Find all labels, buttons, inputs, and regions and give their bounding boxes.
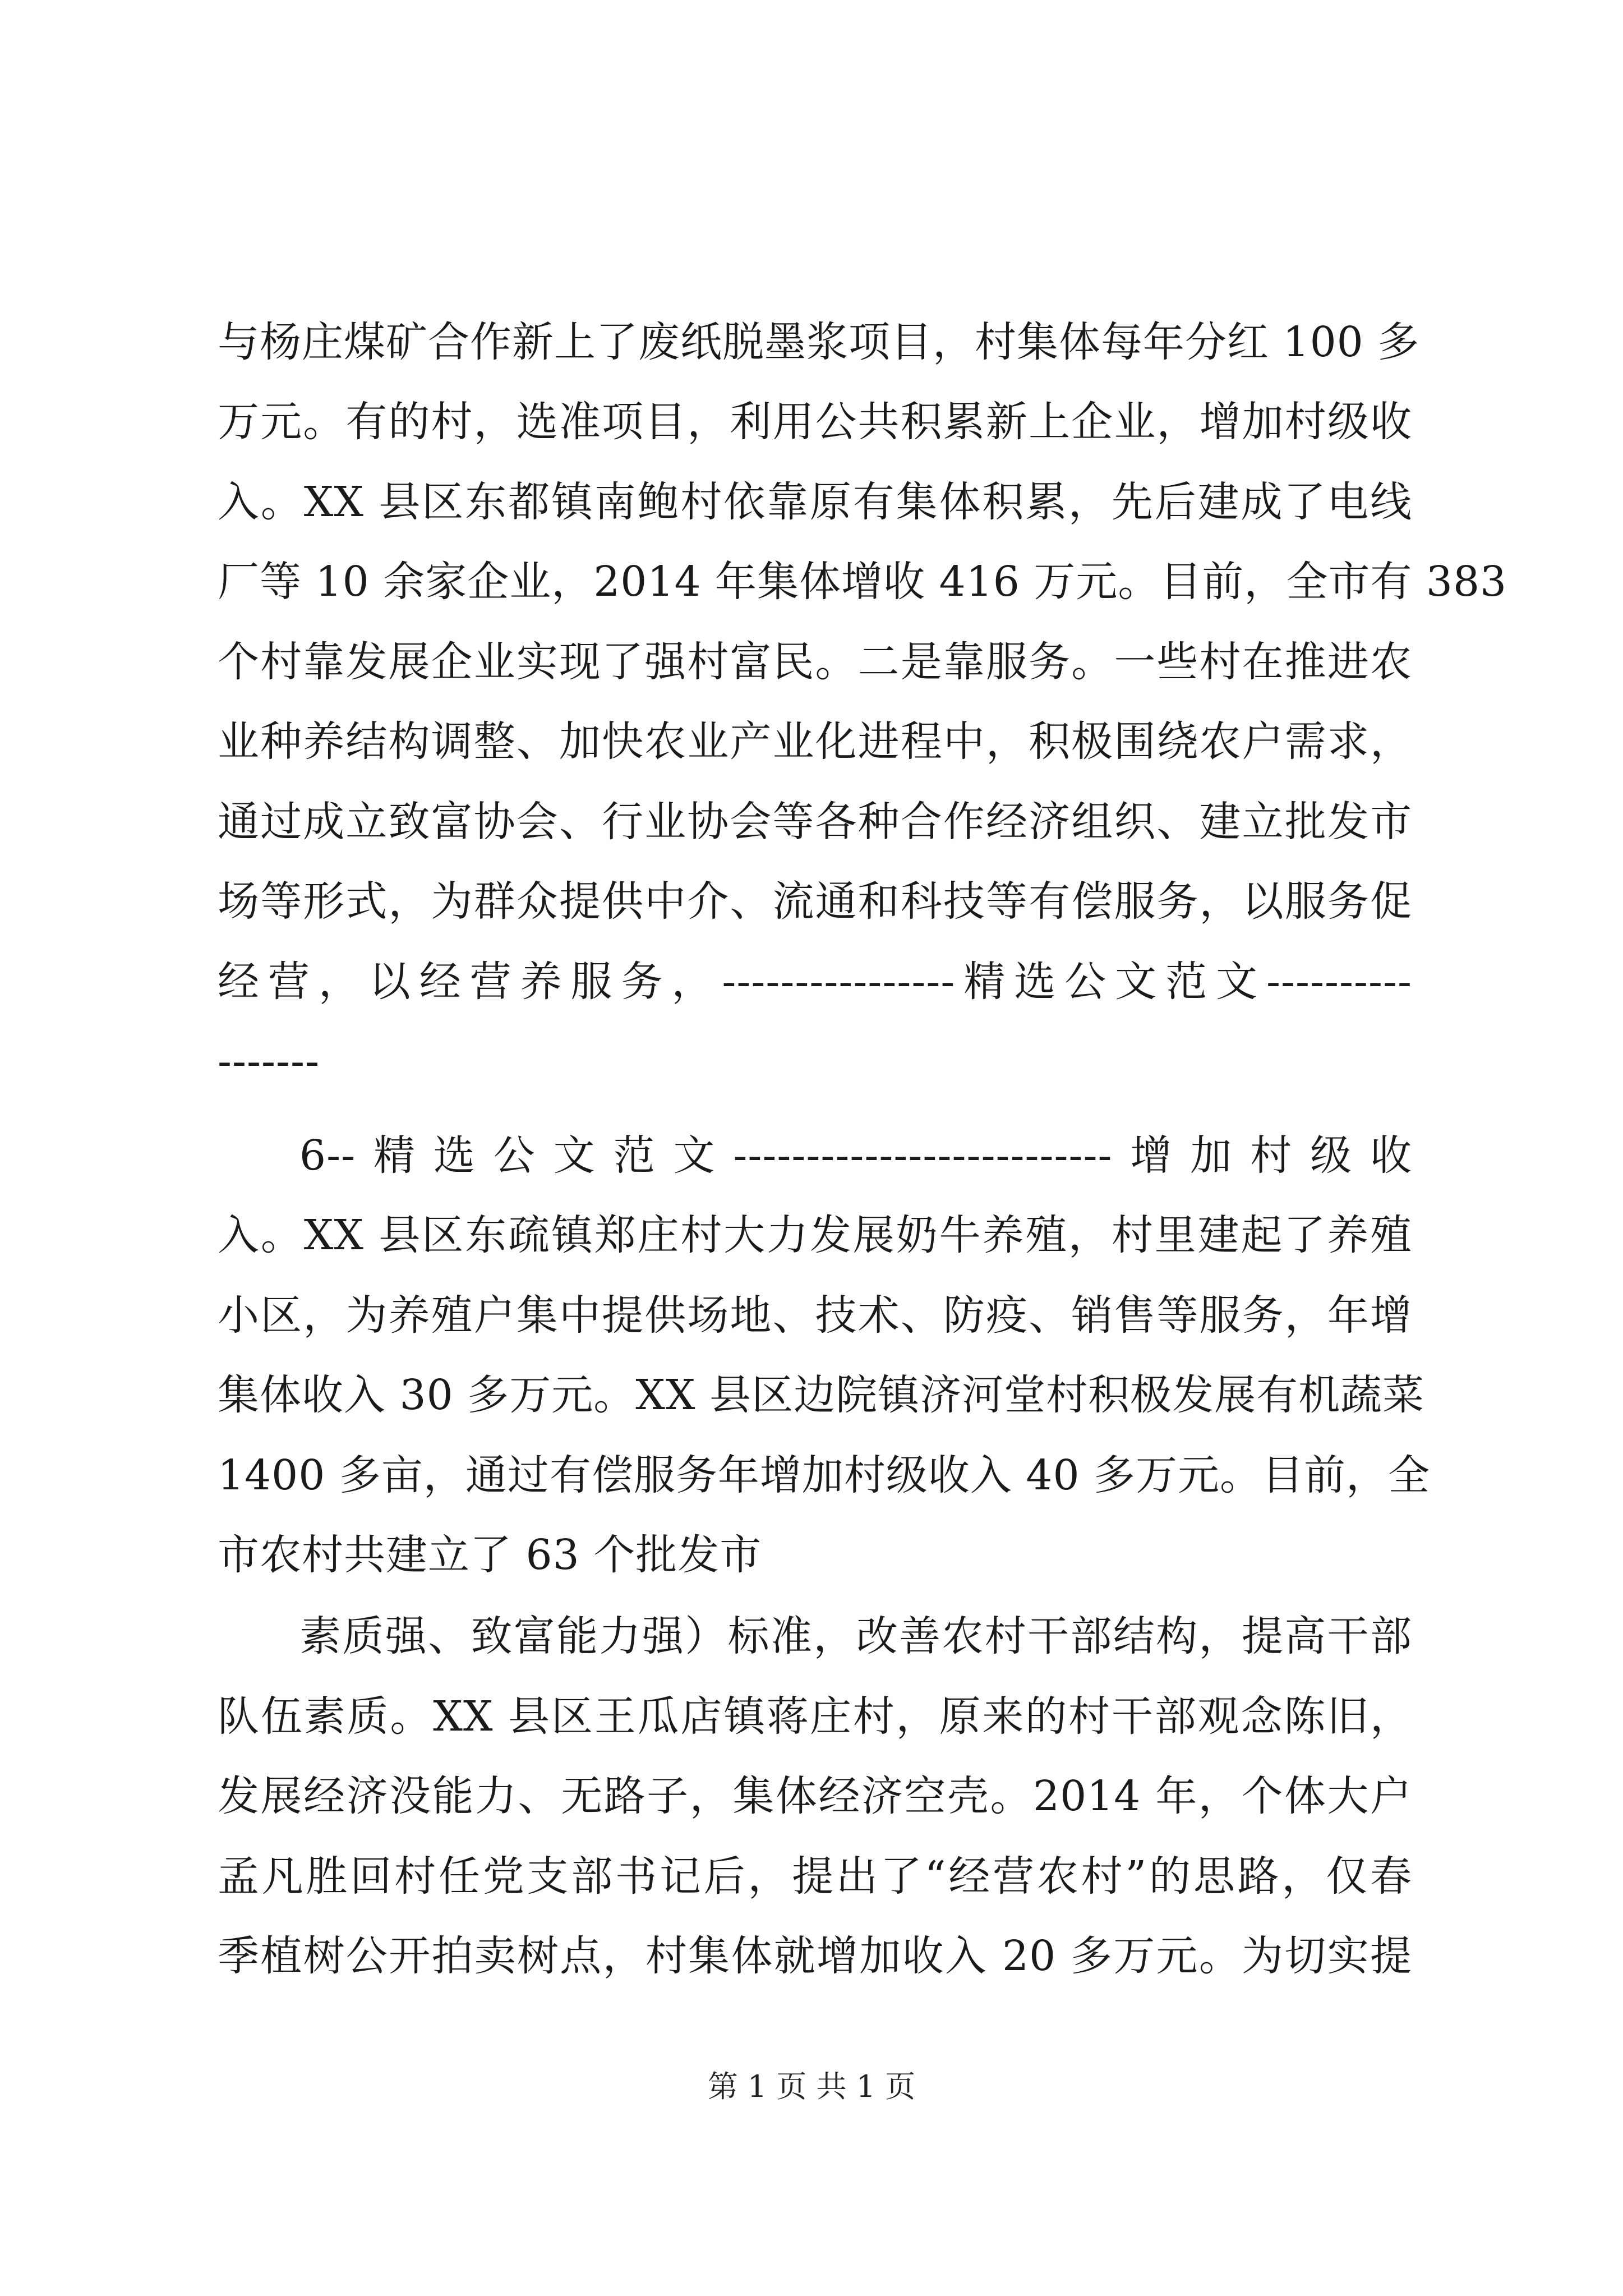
paragraph-line: 入。XX 县区东都镇南鲍村依靠原有集体积累，先后建成了电线 [218,478,1412,526]
paragraph-line: 素质强、致富能力强）标准，改善农村干部结构，提高干部 [299,1612,1412,1660]
paragraph-line: 1400 多亩，通过有偿服务年增加村级收入 40 多万元。目前，全 [218,1451,1431,1499]
page-footer: 第 1 页 共 1 页 [707,2069,916,2104]
paragraph-line: 队伍素质。XX 县区王瓜店镇蒋庄村，原来的村干部观念陈旧， [218,1692,1412,1741]
paragraph-line: 场等形式，为群众提供中介、流通和科技等有偿服务，以服务促 [218,877,1412,926]
paragraph-line: 小区，为养殖户集中提供场地、技术、防疫、销售等服务，年增 [218,1291,1412,1340]
paragraph-line: 通过成立致富协会、行业协会等各种合作经济组织、建立批发市 [218,798,1412,846]
paragraph-line: 业种养结构调整、加快农业产业化进程中，积极围绕农户需求， [218,717,1412,766]
paragraph-line: 市农村共建立了 63 个批发市 [218,1531,762,1579]
paragraph-line: 与杨庄煤矿合作新上了废纸脱墨浆项目，村集体每年分红 100 多 [218,318,1420,366]
paragraph-line: 万元。有的村，选准项目，利用公共积累新上企业，增加村级收 [218,398,1412,446]
paragraph-line: 个村靠发展企业实现了强村富民。二是靠服务。一些村在推进农 [218,638,1412,686]
paragraph-line: ------- [218,1037,320,1085]
paragraph-line: 季植树公开拍卖树点，村集体就增加收入 20 多万元。为切实提 [218,1932,1412,1980]
paragraph-line: 厂等 10 余家企业，2014 年集体增收 416 万元。目前，全市有 383 [218,558,1507,606]
paragraph-line: 入。XX 县区东疏镇郑庄村大力发展奶牛养殖，村里建起了养殖 [218,1211,1412,1259]
paragraph-line: 6--精选公文范文--------------------------增加村级收 [299,1131,1412,1180]
paragraph-line: 孟凡胜回村任党支部书记后，提出了“经营农村”的思路，仅春 [218,1852,1412,1901]
paragraph-line: 发展经济没能力、无路子，集体经济空壳。2014 年，个体大户 [218,1772,1412,1820]
paragraph-line: 经营，以经营养服务，----------------精选公文范文---------- [218,958,1412,1006]
paragraph-line: 集体收入 30 多万元。XX 县区边院镇济河堂村积极发展有机蔬菜 [218,1371,1425,1419]
